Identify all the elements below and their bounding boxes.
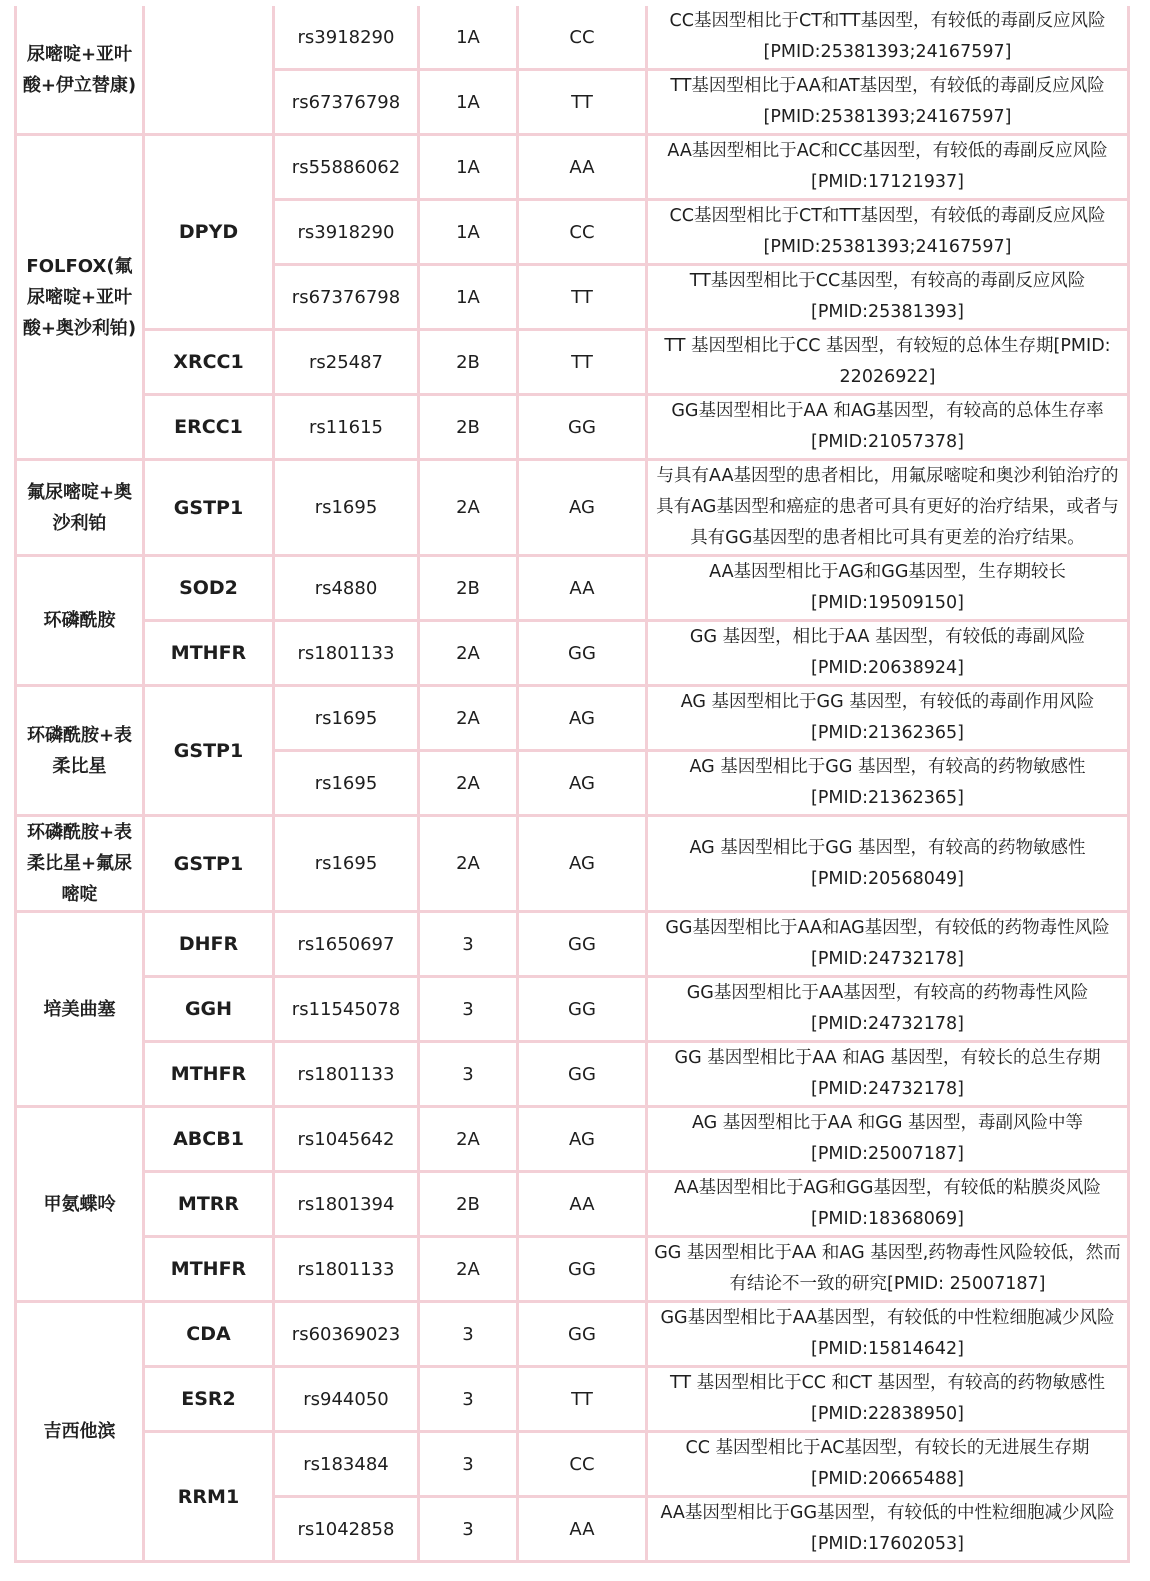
table-row: [16, 1237, 1129, 1302]
snp-cell: rs3918290: [274, 6, 419, 70]
snp-cell: rs1650697: [274, 912, 419, 977]
table-row: [16, 686, 1129, 751]
interpretation-cell: AA基因型相比于GG基因型，有较低的中性粒细胞减少风险[PMID:17602053]: [647, 1497, 1129, 1562]
interpretation-cell: AA基因型相比于AC和CC基因型，有较低的毒副反应风险[PMID:17121937]: [647, 135, 1129, 200]
genotype-cell: GG: [518, 1042, 647, 1107]
snp-cell: rs1042858: [274, 1497, 419, 1562]
snp-cell: rs67376798: [274, 265, 419, 330]
evidence-level-cell: 2A: [419, 460, 518, 556]
snp-cell: rs1695: [274, 686, 419, 751]
gene-cell: ABCB1: [144, 1107, 274, 1172]
genotype-cell: CC: [518, 200, 647, 265]
table-row: [16, 621, 1129, 686]
interpretation-cell: GG基因型相比于AA和AG基因型，有较低的药物毒性风险[PMID:24732178]: [647, 912, 1129, 977]
snp-cell: rs944050: [274, 1367, 419, 1432]
genotype-cell: AA: [518, 135, 647, 200]
genotype-cell: GG: [518, 1302, 647, 1367]
snp-cell: rs1801133: [274, 621, 419, 686]
evidence-level-cell: 1A: [419, 6, 518, 70]
interpretation-cell: TT基因型相比于CC基因型，有较高的毒副反应风险[PMID:25381393]: [647, 265, 1129, 330]
table-row: [16, 912, 1129, 977]
evidence-level-cell: 2B: [419, 556, 518, 621]
gene-cell: RRM1: [144, 1432, 274, 1562]
interpretation-cell: CC基因型相比于CT和TT基因型，有较低的毒副反应风险[PMID:25381393;24167597]: [647, 200, 1129, 265]
interpretation-cell: GG 基因型，相比于AA 基因型，有较低的毒副风险[PMID:20638924]: [647, 621, 1129, 686]
snp-cell: rs11545078: [274, 977, 419, 1042]
genotype-cell: GG: [518, 1237, 647, 1302]
interpretation-cell: CC 基因型相比于AC基因型，有较长的无进展生存期[PMID:20665488]: [647, 1432, 1129, 1497]
snp-cell: rs1695: [274, 751, 419, 816]
table-row: [16, 1367, 1129, 1432]
gene-cell: MTHFR: [144, 621, 274, 686]
genotype-cell: TT: [518, 330, 647, 395]
pharmacogenomics-table: [14, 6, 1130, 1563]
table-row: [16, 977, 1129, 1042]
table-row: [16, 1172, 1129, 1237]
evidence-level-cell: 3: [419, 1367, 518, 1432]
genotype-cell: CC: [518, 6, 647, 70]
snp-cell: rs1801133: [274, 1237, 419, 1302]
interpretation-cell: AA基因型相比于AG和GG基因型，有较低的粘膜炎风险[PMID:18368069]: [647, 1172, 1129, 1237]
genotype-cell: AG: [518, 816, 647, 912]
evidence-level-cell: 3: [419, 1497, 518, 1562]
genotype-cell: AG: [518, 1107, 647, 1172]
genotype-cell: AG: [518, 751, 647, 816]
gene-cell: DHFR: [144, 912, 274, 977]
evidence-level-cell: 3: [419, 977, 518, 1042]
evidence-level-cell: 3: [419, 1302, 518, 1367]
gene-cell: MTHFR: [144, 1042, 274, 1107]
genotype-cell: GG: [518, 912, 647, 977]
drug-cell: 环磷酰胺+表柔比星+氟尿嘧啶: [16, 816, 144, 912]
genotype-cell: AA: [518, 1172, 647, 1237]
gene-cell: GSTP1: [144, 686, 274, 816]
evidence-level-cell: 2A: [419, 621, 518, 686]
interpretation-cell: GG基因型相比于AA基因型，有较低的中性粒细胞减少风险[PMID:15814642]: [647, 1302, 1129, 1367]
snp-cell: rs4880: [274, 556, 419, 621]
snp-cell: rs55886062: [274, 135, 419, 200]
table-row: [16, 1107, 1129, 1172]
table-row: [16, 6, 1129, 70]
table-row: [16, 460, 1129, 556]
evidence-level-cell: 2B: [419, 330, 518, 395]
snp-cell: rs1695: [274, 460, 419, 556]
drug-cell: 吉西他滨: [16, 1302, 144, 1562]
interpretation-cell: GG基因型相比于AA 和AG基因型，有较高的总体生存率[PMID:21057378]: [647, 395, 1129, 460]
interpretation-cell: GG 基因型相比于AA 和AG 基因型,药物毒性风险较低，然而有结论不一致的研究[PMID: 25007187]: [647, 1237, 1129, 1302]
table-row: [16, 556, 1129, 621]
gene-cell: GSTP1: [144, 460, 274, 556]
snp-cell: rs60369023: [274, 1302, 419, 1367]
interpretation-cell: 与具有AA基因型的患者相比，用氟尿嘧啶和奥沙利铂治疗的具有AG基因型和癌症的患者可具有更好的治疗结果，或者与具有GG基因型的患者相比可具有更差的治疗结果。: [647, 460, 1129, 556]
interpretation-cell: CC基因型相比于CT和TT基因型，有较低的毒副反应风险[PMID:25381393;24167597]: [647, 6, 1129, 70]
gene-cell: CDA: [144, 1302, 274, 1367]
genotype-cell: GG: [518, 977, 647, 1042]
interpretation-cell: TT 基因型相比于CC 和CT 基因型，有较高的药物敏感性[PMID:22838950]: [647, 1367, 1129, 1432]
snp-cell: rs1695: [274, 816, 419, 912]
evidence-level-cell: 1A: [419, 200, 518, 265]
snp-cell: rs25487: [274, 330, 419, 395]
gene-cell: ESR2: [144, 1367, 274, 1432]
interpretation-cell: AG 基因型相比于GG 基因型，有较高的药物敏感性[PMID:20568049]: [647, 816, 1129, 912]
evidence-level-cell: 3: [419, 1042, 518, 1107]
gene-cell: SOD2: [144, 556, 274, 621]
genotype-cell: AG: [518, 686, 647, 751]
table-row: [16, 135, 1129, 200]
table-row: [16, 1432, 1129, 1497]
gene-cell: [144, 6, 274, 135]
evidence-level-cell: 2A: [419, 816, 518, 912]
evidence-level-cell: 2A: [419, 1237, 518, 1302]
snp-cell: rs183484: [274, 1432, 419, 1497]
interpretation-cell: TT 基因型相比于CC 基因型，有较短的总体生存期[PMID: 22026922]: [647, 330, 1129, 395]
genotype-cell: AA: [518, 1497, 647, 1562]
table-row: [16, 1302, 1129, 1367]
drug-cell: 氟尿嘧啶+奥沙利铂: [16, 460, 144, 556]
interpretation-cell: GG 基因型相比于AA 和AG 基因型，有较长的总生存期[PMID:24732178]: [647, 1042, 1129, 1107]
evidence-level-cell: 1A: [419, 265, 518, 330]
interpretation-cell: AG 基因型相比于AA 和GG 基因型，毒副风险中等[PMID:25007187]: [647, 1107, 1129, 1172]
gene-cell: GSTP1: [144, 816, 274, 912]
drug-cell: 环磷酰胺: [16, 556, 144, 686]
interpretation-cell: AG 基因型相比于GG 基因型，有较高的药物敏感性[PMID:21362365]: [647, 751, 1129, 816]
table-row: [16, 1042, 1129, 1107]
genotype-cell: TT: [518, 70, 647, 135]
gene-cell: ERCC1: [144, 395, 274, 460]
drug-cell: FOLFOX(氟尿嘧啶+亚叶酸+奥沙利铂): [16, 135, 144, 460]
evidence-level-cell: 2A: [419, 751, 518, 816]
evidence-level-cell: 1A: [419, 135, 518, 200]
drug-cell: 甲氨蝶呤: [16, 1107, 144, 1302]
interpretation-cell: AA基因型相比于AG和GG基因型，生存期较长[PMID:19509150]: [647, 556, 1129, 621]
interpretation-cell: GG基因型相比于AA基因型，有较高的药物毒性风险[PMID:24732178]: [647, 977, 1129, 1042]
evidence-level-cell: 3: [419, 912, 518, 977]
evidence-level-cell: 2A: [419, 1107, 518, 1172]
table-row: [16, 816, 1129, 912]
snp-cell: rs67376798: [274, 70, 419, 135]
genotype-cell: AA: [518, 556, 647, 621]
interpretation-cell: AG 基因型相比于GG 基因型，有较低的毒副作用风险[PMID:21362365]: [647, 686, 1129, 751]
table-row: [16, 395, 1129, 460]
evidence-level-cell: 2B: [419, 1172, 518, 1237]
drug-cell: 培美曲塞: [16, 912, 144, 1107]
genotype-cell: TT: [518, 1367, 647, 1432]
drug-cell: 环磷酰胺+表柔比星: [16, 686, 144, 816]
genotype-cell: AG: [518, 460, 647, 556]
evidence-level-cell: 3: [419, 1432, 518, 1497]
interpretation-cell: TT基因型相比于AA和AT基因型，有较低的毒副反应风险[PMID:25381393;24167597]: [647, 70, 1129, 135]
snp-cell: rs1045642: [274, 1107, 419, 1172]
drug-cell: 尿嘧啶+亚叶酸+伊立替康): [16, 6, 144, 135]
gene-cell: MTRR: [144, 1172, 274, 1237]
genotype-cell: TT: [518, 265, 647, 330]
gene-cell: XRCC1: [144, 330, 274, 395]
genotype-cell: CC: [518, 1432, 647, 1497]
table-row: [16, 330, 1129, 395]
evidence-level-cell: 2B: [419, 395, 518, 460]
evidence-level-cell: 1A: [419, 70, 518, 135]
snp-cell: rs1801133: [274, 1042, 419, 1107]
snp-cell: rs11615: [274, 395, 419, 460]
gene-cell: DPYD: [144, 135, 274, 330]
snp-cell: rs1801394: [274, 1172, 419, 1237]
gene-cell: MTHFR: [144, 1237, 274, 1302]
genotype-cell: GG: [518, 621, 647, 686]
evidence-level-cell: 2A: [419, 686, 518, 751]
genotype-cell: GG: [518, 395, 647, 460]
gene-cell: GGH: [144, 977, 274, 1042]
snp-cell: rs3918290: [274, 200, 419, 265]
